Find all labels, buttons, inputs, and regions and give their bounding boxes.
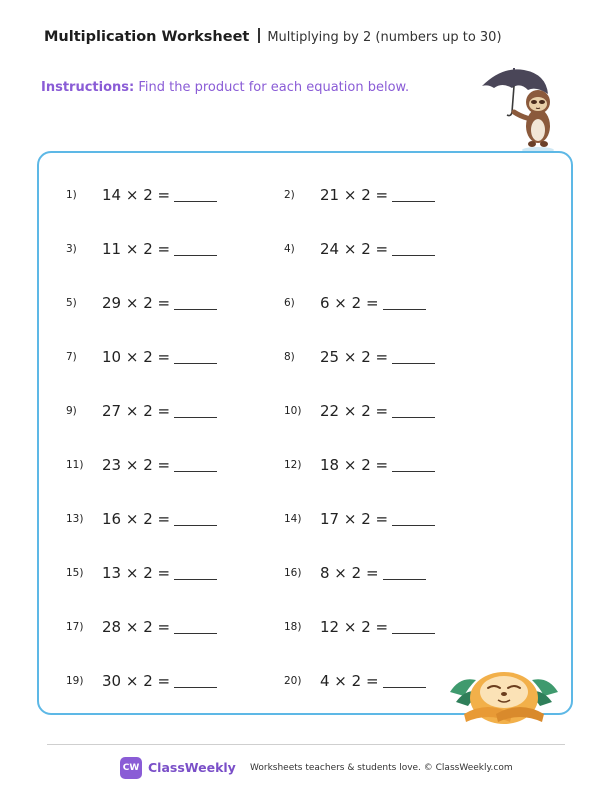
answer-blank[interactable] — [383, 673, 426, 688]
instructions-text: Find the product for each equation below. — [138, 80, 410, 95]
answer-blank[interactable] — [392, 511, 435, 526]
worksheet-title: Multiplication Worksheet — [44, 29, 250, 45]
problem-equation: 28 × 2 = — [102, 618, 217, 636]
problem-equation: 11 × 2 = — [102, 240, 217, 258]
problem-equation: 27 × 2 = — [102, 402, 217, 420]
problem-number: 6) — [284, 297, 295, 309]
instructions — [41, 80, 409, 95]
problem-number: 9) — [66, 405, 77, 417]
problem-equation: 24 × 2 = — [320, 240, 435, 258]
problem-number: 2) — [284, 189, 295, 201]
problem-number: 1) — [66, 189, 77, 201]
sloth-umbrella-icon — [478, 64, 568, 154]
classweekly-logo-icon: CW — [120, 757, 142, 779]
answer-blank[interactable] — [174, 241, 217, 256]
worksheet-subtitle: Multiplying by 2 (numbers up to 30) — [267, 30, 502, 45]
answer-blank[interactable] — [174, 457, 217, 472]
problem-equation: 21 × 2 = — [320, 186, 435, 204]
answer-blank[interactable] — [174, 403, 217, 418]
problem-equation: 12 × 2 = — [320, 618, 435, 636]
problem-number: 14) — [284, 513, 302, 525]
answer-blank[interactable] — [392, 457, 435, 472]
problem-number: 12) — [284, 459, 302, 471]
problem-equation: 6 × 2 = — [320, 294, 426, 312]
problem-equation: 17 × 2 = — [320, 510, 435, 528]
answer-blank[interactable] — [174, 187, 217, 202]
problem-number: 20) — [284, 675, 302, 687]
problem-number: 11) — [66, 459, 84, 471]
problem-equation: 23 × 2 = — [102, 456, 217, 474]
problem-equation: 25 × 2 = — [320, 348, 435, 366]
problem-number: 3) — [66, 243, 77, 255]
problem-equation: 18 × 2 = — [320, 456, 435, 474]
answer-blank[interactable] — [174, 619, 217, 634]
problem-equation: 30 × 2 = — [102, 672, 217, 690]
answer-blank[interactable] — [392, 403, 435, 418]
instructions-label: Instructions: — [41, 80, 135, 95]
problem-number: 15) — [66, 567, 84, 579]
problem-number: 18) — [284, 621, 302, 633]
answer-blank[interactable] — [392, 349, 435, 364]
problem-number: 10) — [284, 405, 302, 417]
problem-number: 17) — [66, 621, 84, 633]
problem-equation: 10 × 2 = — [102, 348, 217, 366]
problem-number: 5) — [66, 297, 77, 309]
answer-blank[interactable] — [174, 565, 217, 580]
problem-equation: 22 × 2 = — [320, 402, 435, 420]
worksheet-header — [44, 28, 502, 45]
sleeping-sloth-icon — [448, 658, 560, 724]
answer-blank[interactable] — [174, 511, 217, 526]
problem-equation: 8 × 2 = — [320, 564, 426, 582]
answer-blank[interactable] — [174, 295, 217, 310]
problem-number: 4) — [284, 243, 295, 255]
problem-number: 8) — [284, 351, 295, 363]
problem-equation: 14 × 2 = — [102, 186, 217, 204]
problem-equation: 29 × 2 = — [102, 294, 217, 312]
answer-blank[interactable] — [392, 241, 435, 256]
answer-blank[interactable] — [392, 187, 435, 202]
problem-equation: 16 × 2 = — [102, 510, 217, 528]
problem-number: 7) — [66, 351, 77, 363]
answer-blank[interactable] — [174, 673, 217, 688]
answer-blank[interactable] — [174, 349, 217, 364]
problem-equation: 13 × 2 = — [102, 564, 217, 582]
problem-number: 19) — [66, 675, 84, 687]
footer-tagline: Worksheets teachers & students love. © ClassWeekly.com — [250, 763, 513, 773]
brand-name[interactable]: ClassWeekly — [148, 760, 236, 775]
answer-blank[interactable] — [383, 295, 426, 310]
problems-box — [37, 151, 573, 715]
answer-blank[interactable] — [383, 565, 426, 580]
problem-equation: 4 × 2 = — [320, 672, 426, 690]
problem-number: 13) — [66, 513, 84, 525]
header-separator — [258, 28, 260, 43]
problem-number: 16) — [284, 567, 302, 579]
answer-blank[interactable] — [392, 619, 435, 634]
footer-divider — [47, 744, 565, 745]
